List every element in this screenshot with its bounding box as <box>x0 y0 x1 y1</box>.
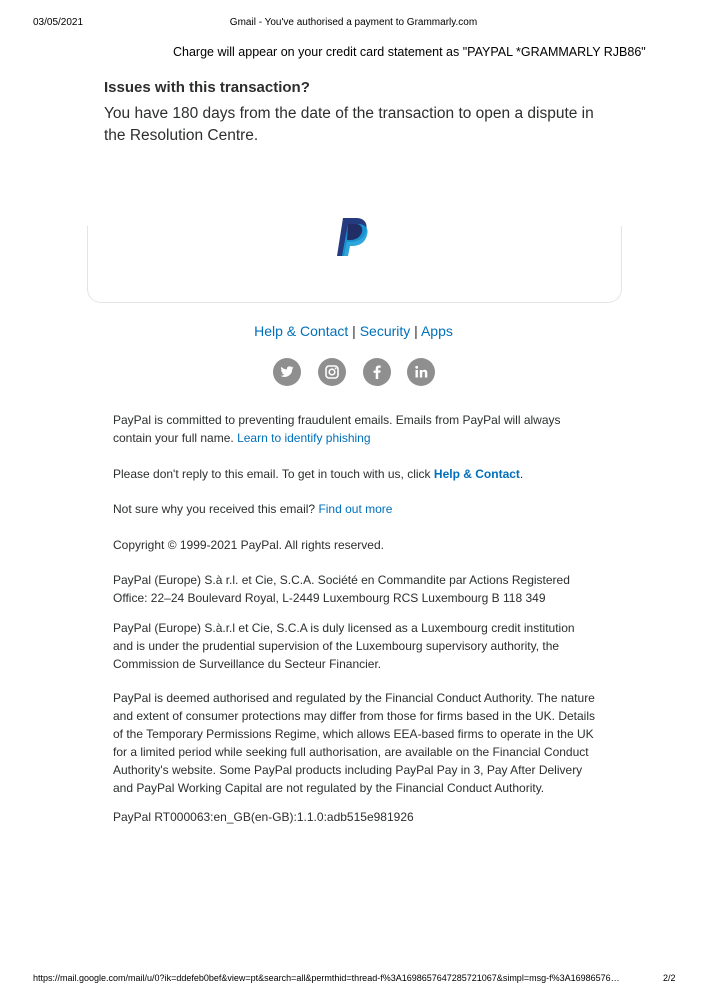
security-link[interactable]: Security <box>359 323 411 339</box>
reply-notice-end: . <box>519 467 524 481</box>
print-page-number: 2/2 <box>663 973 676 983</box>
fraud-notice <box>113 411 597 447</box>
registered-office: PayPal (Europe) S.à r.l. et Cie, S.C.A. Société en Commandite par Actions Registered Office: 22–24 Boulevard Royal, L-2449 Luxembourg RCS Luxembourg B 118 349 <box>113 573 570 605</box>
linkedin-icon[interactable] <box>407 358 435 386</box>
reply-notice-text: Please don't reply to this email. To get in touch with us, click <box>113 467 434 481</box>
fca-notice: PayPal is deemed authorised and regulated by the Financial Conduct Authority. The nature and extent of consumer protections may differ from those for firms based in the UK. Details of the Temporary Permissions Regime, which allows EEA-based firms to operate in the UK for a limited period while seeking full authorisation, are available on the Financial Conduct Authority's website. Some PayPal products including PayPal Pay in 3, Pay After Delivery and PayPal Working Capital are not regulated by the Financial Conduct Authority. <box>113 691 595 795</box>
print-title: Gmail - You've authorised a payment to Grammarly.com <box>229 17 478 28</box>
apps-link[interactable]: Apps <box>420 323 453 339</box>
print-footer-url: https://mail.google.com/mail/u/0?ik=ddefeb0bef&view=pt&search=all&permthid=thread-f%3A1698657647285721067&simpl=msg-f%3A16986576… <box>33 973 620 983</box>
issues-body: You have 180 days from the date of the transaction to open a dispute in the Resolution Centre. <box>104 105 594 144</box>
link-separator: | <box>348 323 360 339</box>
facebook-icon[interactable] <box>363 358 391 386</box>
learn-phishing-link[interactable]: Learn to identify phishing <box>237 431 371 445</box>
licensing-notice: PayPal (Europe) S.à.r.l et Cie, S.C.A is duly licensed as a Luxembourg credit institution and is under the prudential supervision of the Luxembourg supervisory authority, the Commission de Surveillance du Secteur Financier. <box>113 621 575 671</box>
why-notice <box>113 500 597 518</box>
print-date: 03/05/2021 <box>33 17 84 28</box>
instagram-icon[interactable] <box>318 358 346 386</box>
link-separator: | <box>410 323 421 339</box>
paypal-logo-icon <box>334 216 372 258</box>
footer-links <box>0 323 707 339</box>
reference-code: PayPal RT000063:en_GB(en-GB):1.1.0:adb515e981926 <box>113 810 414 824</box>
charge-statement-line: Charge will appear on your credit card statement as "PAYPAL *GRAMMARLY RJB86" <box>173 45 646 59</box>
reply-notice <box>113 465 597 483</box>
why-notice-text: Not sure why you received this email? <box>113 502 319 516</box>
help-contact-inline-link[interactable]: Help & Contact <box>433 467 520 481</box>
twitter-icon[interactable] <box>273 358 301 386</box>
fraud-notice-text: PayPal is committed to preventing fraudulent emails. Emails from PayPal will always contain your full name. <box>113 413 561 445</box>
help-contact-link[interactable]: Help & Contact <box>254 323 349 339</box>
find-out-more-link[interactable]: Find out more <box>318 502 393 516</box>
copyright: Copyright © 1999-2021 PayPal. All rights reserved. <box>113 538 384 552</box>
issues-heading: Issues with this transaction? <box>104 79 310 96</box>
